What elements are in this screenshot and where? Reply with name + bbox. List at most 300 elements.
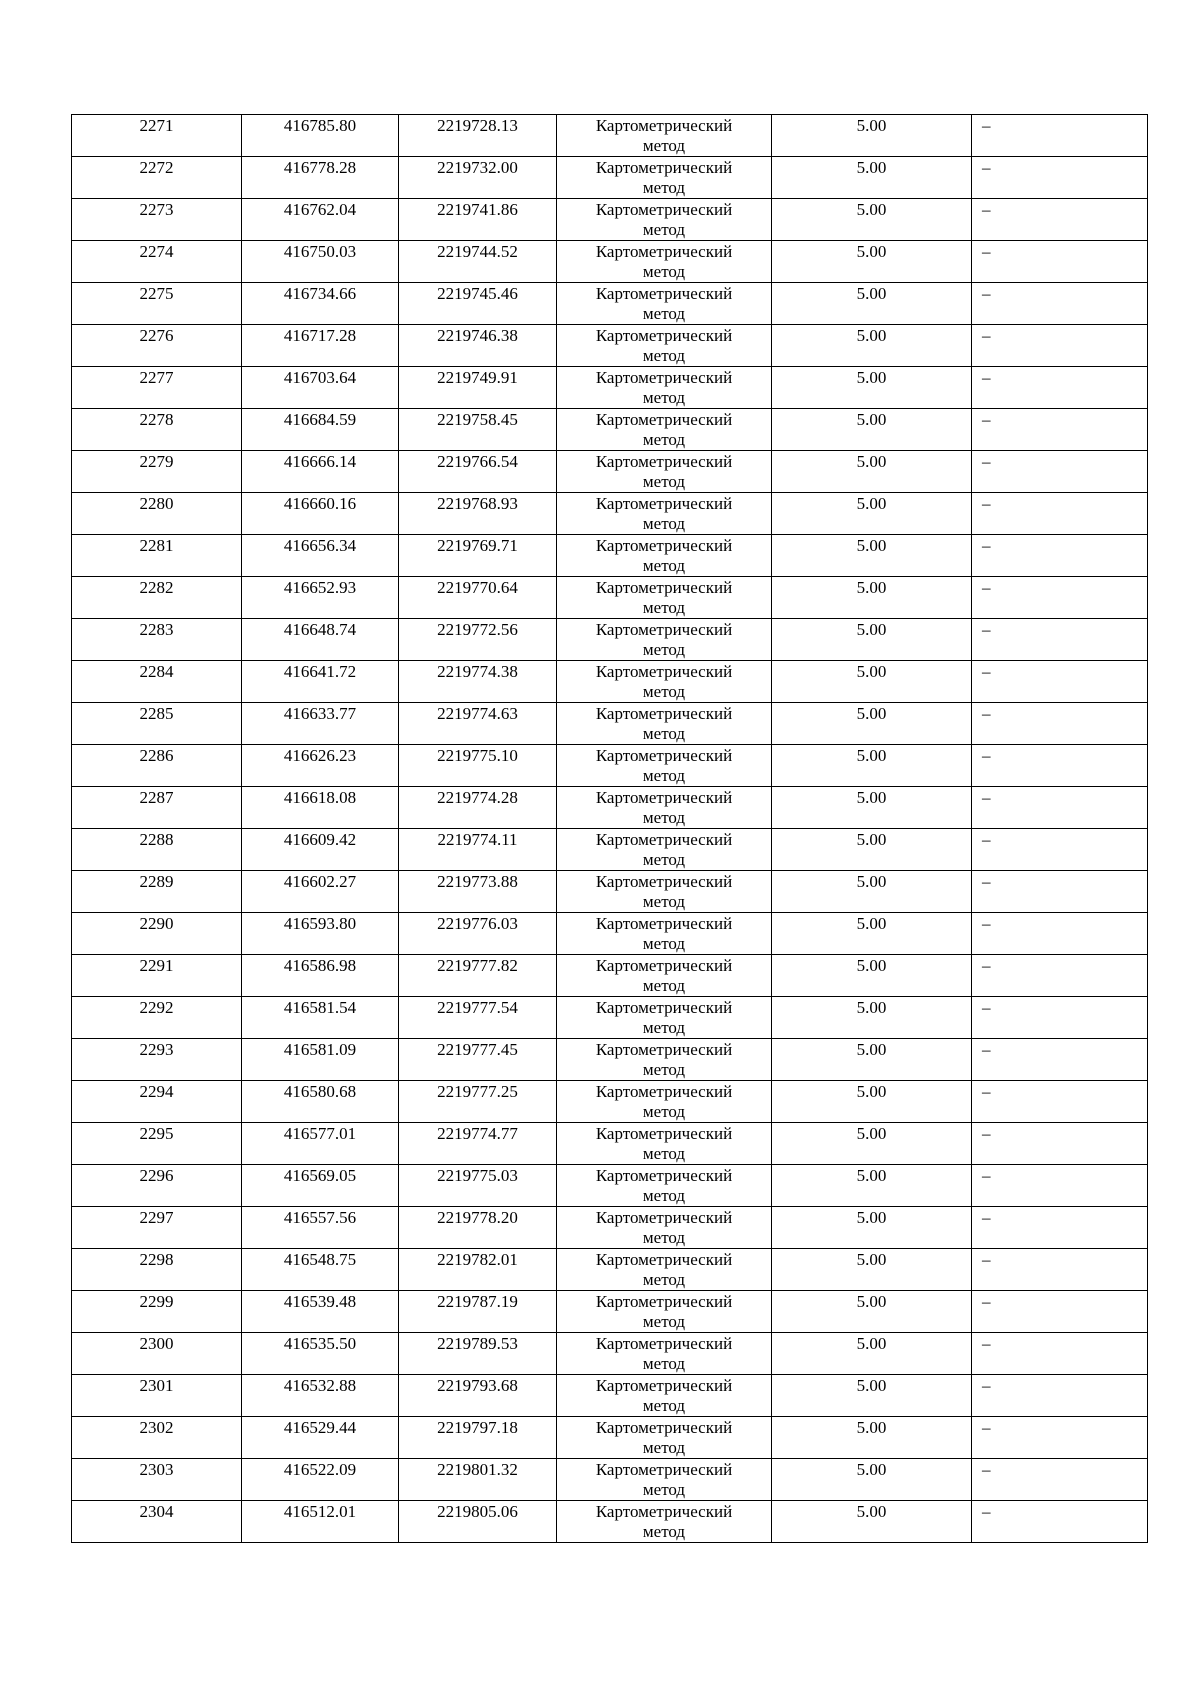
- method-line-2: метод: [642, 430, 686, 449]
- accuracy-cell: 5.00: [772, 997, 972, 1039]
- method-line-2: метод: [642, 724, 686, 743]
- y-coordinate-cell: 2219772.56: [399, 619, 557, 661]
- method-line-2: метод: [642, 1312, 686, 1331]
- method-cell: [557, 157, 772, 199]
- note-cell: –: [972, 1081, 1148, 1123]
- y-coordinate-cell: 2219741.86: [399, 199, 557, 241]
- table-row: [72, 787, 1148, 829]
- accuracy-cell: 5.00: [772, 787, 972, 829]
- note-cell: –: [972, 619, 1148, 661]
- table-row: [72, 325, 1148, 367]
- x-coordinate-cell: 416633.77: [242, 703, 399, 745]
- accuracy-cell: 5.00: [772, 535, 972, 577]
- y-coordinate-cell: 2219774.77: [399, 1123, 557, 1165]
- point-number-cell: 2280: [72, 493, 242, 535]
- table-row: [72, 241, 1148, 283]
- point-number-cell: 2303: [72, 1459, 242, 1501]
- accuracy-cell: 5.00: [772, 451, 972, 493]
- y-coordinate-cell: 2219787.19: [399, 1291, 557, 1333]
- coordinates-table: [71, 114, 1148, 1543]
- method-line-2: метод: [642, 262, 686, 281]
- table-row: [72, 1375, 1148, 1417]
- y-coordinate-cell: 2219774.63: [399, 703, 557, 745]
- x-coordinate-cell: 416581.54: [242, 997, 399, 1039]
- note-cell: –: [972, 955, 1148, 997]
- accuracy-cell: 5.00: [772, 1459, 972, 1501]
- y-coordinate-cell: 2219801.32: [399, 1459, 557, 1501]
- method-cell: [557, 1291, 772, 1333]
- accuracy-cell: 5.00: [772, 829, 972, 871]
- x-coordinate-cell: 416656.34: [242, 535, 399, 577]
- method-line-2: метод: [642, 1270, 686, 1289]
- x-coordinate-cell: 416684.59: [242, 409, 399, 451]
- method-line-2: метод: [642, 1396, 686, 1415]
- method-line-2: метод: [642, 1102, 686, 1121]
- table-row: [72, 367, 1148, 409]
- x-coordinate-cell: 416785.80: [242, 115, 399, 157]
- x-coordinate-cell: 416609.42: [242, 829, 399, 871]
- table-row: [72, 1249, 1148, 1291]
- method-line-2: метод: [642, 1186, 686, 1205]
- method-cell: [557, 829, 772, 871]
- point-number-cell: 2300: [72, 1333, 242, 1375]
- point-number-cell: 2282: [72, 577, 242, 619]
- method-cell: [557, 1039, 772, 1081]
- method-line-2: метод: [642, 1228, 686, 1247]
- x-coordinate-cell: 416569.05: [242, 1165, 399, 1207]
- y-coordinate-cell: 2219746.38: [399, 325, 557, 367]
- method-cell: [557, 1123, 772, 1165]
- note-cell: –: [972, 577, 1148, 619]
- x-coordinate-cell: 416648.74: [242, 619, 399, 661]
- table-row: [72, 619, 1148, 661]
- method-cell: [557, 1207, 772, 1249]
- point-number-cell: 2299: [72, 1291, 242, 1333]
- table-row: [72, 115, 1148, 157]
- y-coordinate-cell: 2219778.20: [399, 1207, 557, 1249]
- note-cell: –: [972, 1165, 1148, 1207]
- y-coordinate-cell: 2219774.11: [399, 829, 557, 871]
- method-cell: [557, 1081, 772, 1123]
- method-line-1: Картометрический: [595, 1502, 733, 1521]
- table-row: [72, 913, 1148, 955]
- method-line-2: метод: [642, 472, 686, 491]
- note-cell: –: [972, 787, 1148, 829]
- point-number-cell: 2278: [72, 409, 242, 451]
- point-number-cell: 2271: [72, 115, 242, 157]
- note-cell: –: [972, 661, 1148, 703]
- method-line-2: метод: [642, 1354, 686, 1373]
- method-line-1: Картометрический: [595, 872, 733, 891]
- table-row: [72, 1291, 1148, 1333]
- method-cell: [557, 535, 772, 577]
- point-number-cell: 2277: [72, 367, 242, 409]
- method-line-1: Картометрический: [595, 1166, 733, 1185]
- accuracy-cell: 5.00: [772, 283, 972, 325]
- x-coordinate-cell: 416577.01: [242, 1123, 399, 1165]
- x-coordinate-cell: 416626.23: [242, 745, 399, 787]
- method-cell: [557, 1249, 772, 1291]
- method-line-1: Картометрический: [595, 578, 733, 597]
- method-line-2: метод: [642, 136, 686, 155]
- table-row: [72, 871, 1148, 913]
- point-number-cell: 2274: [72, 241, 242, 283]
- method-line-2: метод: [642, 892, 686, 911]
- method-cell: [557, 703, 772, 745]
- method-line-1: Картометрический: [595, 620, 733, 639]
- method-line-1: Картометрический: [595, 1082, 733, 1101]
- method-line-2: метод: [642, 514, 686, 533]
- method-cell: [557, 241, 772, 283]
- x-coordinate-cell: 416602.27: [242, 871, 399, 913]
- point-number-cell: 2285: [72, 703, 242, 745]
- coordinates-table-body: [72, 115, 1148, 1543]
- method-cell: [557, 1375, 772, 1417]
- point-number-cell: 2293: [72, 1039, 242, 1081]
- method-line-1: Картометрический: [595, 242, 733, 261]
- accuracy-cell: 5.00: [772, 1501, 972, 1543]
- y-coordinate-cell: 2219776.03: [399, 913, 557, 955]
- accuracy-cell: 5.00: [772, 1417, 972, 1459]
- method-cell: [557, 493, 772, 535]
- x-coordinate-cell: 416618.08: [242, 787, 399, 829]
- note-cell: –: [972, 1333, 1148, 1375]
- method-line-2: метод: [642, 682, 686, 701]
- y-coordinate-cell: 2219777.82: [399, 955, 557, 997]
- method-line-1: Картометрический: [595, 788, 733, 807]
- y-coordinate-cell: 2219773.88: [399, 871, 557, 913]
- note-cell: –: [972, 1375, 1148, 1417]
- x-coordinate-cell: 416778.28: [242, 157, 399, 199]
- table-row: [72, 1459, 1148, 1501]
- point-number-cell: 2279: [72, 451, 242, 493]
- point-number-cell: 2288: [72, 829, 242, 871]
- accuracy-cell: 5.00: [772, 1039, 972, 1081]
- accuracy-cell: 5.00: [772, 1123, 972, 1165]
- x-coordinate-cell: 416703.64: [242, 367, 399, 409]
- note-cell: –: [972, 367, 1148, 409]
- note-cell: –: [972, 1501, 1148, 1543]
- accuracy-cell: 5.00: [772, 703, 972, 745]
- table-row: [72, 1417, 1148, 1459]
- table-row: [72, 955, 1148, 997]
- method-line-2: метод: [642, 1060, 686, 1079]
- method-line-2: метод: [642, 1144, 686, 1163]
- note-cell: –: [972, 1417, 1148, 1459]
- x-coordinate-cell: 416539.48: [242, 1291, 399, 1333]
- point-number-cell: 2281: [72, 535, 242, 577]
- x-coordinate-cell: 416586.98: [242, 955, 399, 997]
- table-row: [72, 703, 1148, 745]
- method-line-1: Картометрический: [595, 1208, 733, 1227]
- note-cell: –: [972, 913, 1148, 955]
- table-row: [72, 1501, 1148, 1543]
- point-number-cell: 2304: [72, 1501, 242, 1543]
- point-number-cell: 2294: [72, 1081, 242, 1123]
- method-line-1: Картометрический: [595, 326, 733, 345]
- accuracy-cell: 5.00: [772, 577, 972, 619]
- method-line-2: метод: [642, 808, 686, 827]
- note-cell: –: [972, 1207, 1148, 1249]
- y-coordinate-cell: 2219774.28: [399, 787, 557, 829]
- note-cell: –: [972, 199, 1148, 241]
- note-cell: –: [972, 157, 1148, 199]
- method-line-1: Картометрический: [595, 368, 733, 387]
- point-number-cell: 2295: [72, 1123, 242, 1165]
- x-coordinate-cell: 416580.68: [242, 1081, 399, 1123]
- method-cell: [557, 451, 772, 493]
- note-cell: –: [972, 997, 1148, 1039]
- x-coordinate-cell: 416522.09: [242, 1459, 399, 1501]
- method-line-2: метод: [642, 850, 686, 869]
- note-cell: –: [972, 871, 1148, 913]
- accuracy-cell: 5.00: [772, 955, 972, 997]
- method-line-1: Картометрический: [595, 1250, 733, 1269]
- method-cell: [557, 1459, 772, 1501]
- method-line-1: Картометрический: [595, 1334, 733, 1353]
- point-number-cell: 2296: [72, 1165, 242, 1207]
- note-cell: –: [972, 1291, 1148, 1333]
- method-line-1: Картометрический: [595, 1040, 733, 1059]
- note-cell: –: [972, 703, 1148, 745]
- method-line-1: Картометрический: [595, 998, 733, 1017]
- method-line-1: Картометрический: [595, 830, 733, 849]
- method-line-1: Картометрический: [595, 116, 733, 135]
- y-coordinate-cell: 2219793.68: [399, 1375, 557, 1417]
- x-coordinate-cell: 416512.01: [242, 1501, 399, 1543]
- accuracy-cell: 5.00: [772, 1375, 972, 1417]
- x-coordinate-cell: 416641.72: [242, 661, 399, 703]
- method-line-1: Картометрический: [595, 410, 733, 429]
- method-cell: [557, 1165, 772, 1207]
- accuracy-cell: 5.00: [772, 1291, 972, 1333]
- y-coordinate-cell: 2219745.46: [399, 283, 557, 325]
- y-coordinate-cell: 2219775.10: [399, 745, 557, 787]
- x-coordinate-cell: 416557.56: [242, 1207, 399, 1249]
- y-coordinate-cell: 2219782.01: [399, 1249, 557, 1291]
- table-row: [72, 661, 1148, 703]
- method-line-2: метод: [642, 556, 686, 575]
- point-number-cell: 2298: [72, 1249, 242, 1291]
- table-row: [72, 283, 1148, 325]
- method-line-1: Картометрический: [595, 452, 733, 471]
- x-coordinate-cell: 416548.75: [242, 1249, 399, 1291]
- method-cell: [557, 787, 772, 829]
- note-cell: –: [972, 283, 1148, 325]
- x-coordinate-cell: 416652.93: [242, 577, 399, 619]
- method-line-2: метод: [642, 178, 686, 197]
- table-row: [72, 493, 1148, 535]
- point-number-cell: 2292: [72, 997, 242, 1039]
- note-cell: –: [972, 1039, 1148, 1081]
- accuracy-cell: 5.00: [772, 199, 972, 241]
- method-line-1: Картометрический: [595, 1376, 733, 1395]
- y-coordinate-cell: 2219775.03: [399, 1165, 557, 1207]
- note-cell: –: [972, 1459, 1148, 1501]
- accuracy-cell: 5.00: [772, 661, 972, 703]
- table-row: [72, 1207, 1148, 1249]
- point-number-cell: 2302: [72, 1417, 242, 1459]
- method-line-2: метод: [642, 766, 686, 785]
- point-number-cell: 2291: [72, 955, 242, 997]
- method-cell: [557, 199, 772, 241]
- method-line-1: Картометрический: [595, 284, 733, 303]
- table-row: [72, 451, 1148, 493]
- point-number-cell: 2287: [72, 787, 242, 829]
- point-number-cell: 2290: [72, 913, 242, 955]
- accuracy-cell: 5.00: [772, 1207, 972, 1249]
- method-line-1: Картометрический: [595, 704, 733, 723]
- table-row: [72, 409, 1148, 451]
- accuracy-cell: 5.00: [772, 493, 972, 535]
- point-number-cell: 2272: [72, 157, 242, 199]
- table-row: [72, 535, 1148, 577]
- accuracy-cell: 5.00: [772, 619, 972, 661]
- point-number-cell: 2276: [72, 325, 242, 367]
- method-line-2: метод: [642, 598, 686, 617]
- method-cell: [557, 409, 772, 451]
- y-coordinate-cell: 2219777.45: [399, 1039, 557, 1081]
- accuracy-cell: 5.00: [772, 325, 972, 367]
- accuracy-cell: 5.00: [772, 409, 972, 451]
- method-line-2: метод: [642, 976, 686, 995]
- point-number-cell: 2301: [72, 1375, 242, 1417]
- note-cell: –: [972, 1249, 1148, 1291]
- table-row: [72, 745, 1148, 787]
- table-row: [72, 829, 1148, 871]
- x-coordinate-cell: 416734.66: [242, 283, 399, 325]
- y-coordinate-cell: 2219805.06: [399, 1501, 557, 1543]
- method-line-2: метод: [642, 1480, 686, 1499]
- method-line-2: метод: [642, 1438, 686, 1457]
- method-line-1: Картометрический: [595, 914, 733, 933]
- x-coordinate-cell: 416660.16: [242, 493, 399, 535]
- method-line-1: Картометрический: [595, 746, 733, 765]
- table-row: [72, 1123, 1148, 1165]
- note-cell: –: [972, 451, 1148, 493]
- accuracy-cell: 5.00: [772, 1249, 972, 1291]
- note-cell: –: [972, 493, 1148, 535]
- point-number-cell: 2275: [72, 283, 242, 325]
- accuracy-cell: 5.00: [772, 871, 972, 913]
- method-line-2: метод: [642, 304, 686, 323]
- table-row: [72, 1039, 1148, 1081]
- table-row: [72, 577, 1148, 619]
- method-line-1: Картометрический: [595, 1418, 733, 1437]
- method-cell: [557, 115, 772, 157]
- method-cell: [557, 1501, 772, 1543]
- method-cell: [557, 325, 772, 367]
- x-coordinate-cell: 416532.88: [242, 1375, 399, 1417]
- method-line-1: Картометрический: [595, 956, 733, 975]
- accuracy-cell: 5.00: [772, 115, 972, 157]
- method-line-2: метод: [642, 220, 686, 239]
- y-coordinate-cell: 2219732.00: [399, 157, 557, 199]
- note-cell: –: [972, 829, 1148, 871]
- method-cell: [557, 1333, 772, 1375]
- note-cell: –: [972, 409, 1148, 451]
- method-line-2: метод: [642, 934, 686, 953]
- method-line-1: Картометрический: [595, 158, 733, 177]
- note-cell: –: [972, 745, 1148, 787]
- y-coordinate-cell: 2219769.71: [399, 535, 557, 577]
- y-coordinate-cell: 2219777.25: [399, 1081, 557, 1123]
- method-cell: [557, 913, 772, 955]
- method-cell: [557, 955, 772, 997]
- y-coordinate-cell: 2219766.54: [399, 451, 557, 493]
- y-coordinate-cell: 2219774.38: [399, 661, 557, 703]
- y-coordinate-cell: 2219728.13: [399, 115, 557, 157]
- table-row: [72, 1333, 1148, 1375]
- y-coordinate-cell: 2219789.53: [399, 1333, 557, 1375]
- method-cell: [557, 661, 772, 703]
- note-cell: –: [972, 1123, 1148, 1165]
- method-cell: [557, 283, 772, 325]
- accuracy-cell: 5.00: [772, 1081, 972, 1123]
- x-coordinate-cell: 416535.50: [242, 1333, 399, 1375]
- method-line-1: Картометрический: [595, 494, 733, 513]
- accuracy-cell: 5.00: [772, 1165, 972, 1207]
- method-line-1: Картометрический: [595, 662, 733, 681]
- method-line-1: Картометрический: [595, 200, 733, 219]
- y-coordinate-cell: 2219770.64: [399, 577, 557, 619]
- x-coordinate-cell: 416529.44: [242, 1417, 399, 1459]
- table-row: [72, 199, 1148, 241]
- method-line-2: метод: [642, 1018, 686, 1037]
- point-number-cell: 2273: [72, 199, 242, 241]
- method-cell: [557, 619, 772, 661]
- accuracy-cell: 5.00: [772, 367, 972, 409]
- method-line-2: метод: [642, 346, 686, 365]
- x-coordinate-cell: 416593.80: [242, 913, 399, 955]
- method-cell: [557, 871, 772, 913]
- method-line-1: Картометрический: [595, 536, 733, 555]
- accuracy-cell: 5.00: [772, 241, 972, 283]
- x-coordinate-cell: 416762.04: [242, 199, 399, 241]
- method-cell: [557, 997, 772, 1039]
- y-coordinate-cell: 2219797.18: [399, 1417, 557, 1459]
- accuracy-cell: 5.00: [772, 1333, 972, 1375]
- method-cell: [557, 1417, 772, 1459]
- point-number-cell: 2283: [72, 619, 242, 661]
- note-cell: –: [972, 241, 1148, 283]
- method-line-2: метод: [642, 640, 686, 659]
- note-cell: –: [972, 325, 1148, 367]
- point-number-cell: 2284: [72, 661, 242, 703]
- y-coordinate-cell: 2219758.45: [399, 409, 557, 451]
- method-cell: [557, 577, 772, 619]
- point-number-cell: 2286: [72, 745, 242, 787]
- table-row: [72, 157, 1148, 199]
- note-cell: –: [972, 535, 1148, 577]
- accuracy-cell: 5.00: [772, 157, 972, 199]
- y-coordinate-cell: 2219777.54: [399, 997, 557, 1039]
- method-line-1: Картометрический: [595, 1124, 733, 1143]
- table-row: [72, 997, 1148, 1039]
- point-number-cell: 2289: [72, 871, 242, 913]
- accuracy-cell: 5.00: [772, 913, 972, 955]
- method-cell: [557, 745, 772, 787]
- table-row: [72, 1165, 1148, 1207]
- table-row: [72, 1081, 1148, 1123]
- accuracy-cell: 5.00: [772, 745, 972, 787]
- method-line-1: Картометрический: [595, 1460, 733, 1479]
- method-line-2: метод: [642, 1522, 686, 1541]
- x-coordinate-cell: 416666.14: [242, 451, 399, 493]
- x-coordinate-cell: 416750.03: [242, 241, 399, 283]
- y-coordinate-cell: 2219768.93: [399, 493, 557, 535]
- note-cell: –: [972, 115, 1148, 157]
